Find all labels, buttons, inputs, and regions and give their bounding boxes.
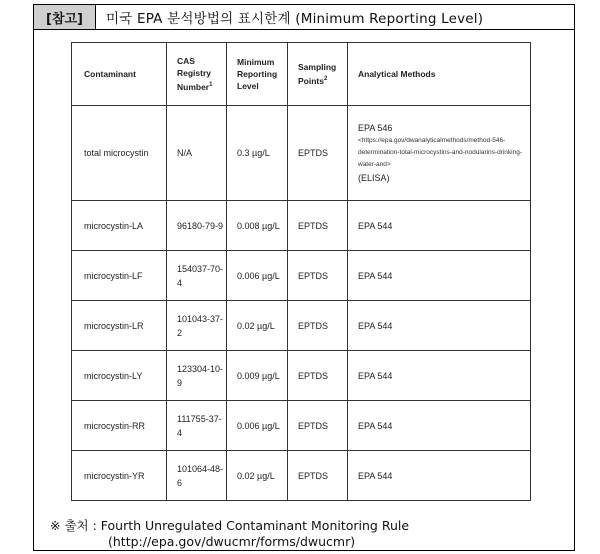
cell-cas: 96180-79-9 bbox=[167, 201, 227, 251]
cell-sampling: EPTDS bbox=[288, 401, 348, 451]
cell-sampling: EPTDS bbox=[288, 351, 348, 401]
cell-contaminant: microcystin-LR bbox=[72, 301, 167, 351]
cell-sampling: EPTDS bbox=[288, 451, 348, 501]
cell-cas: 101064-48-6 bbox=[167, 451, 227, 501]
cas-footnote-marker: 1 bbox=[209, 82, 213, 89]
cell-method: EPA 544 bbox=[348, 351, 531, 401]
table-header-row bbox=[72, 43, 531, 106]
cell-sampling: EPTDS bbox=[288, 201, 348, 251]
cell-mrl: 0.02 µg/L bbox=[227, 451, 288, 501]
cell-mrl: 0.006 µg/L bbox=[227, 401, 288, 451]
reference-tag: [참고] bbox=[34, 5, 96, 29]
table-row bbox=[72, 251, 531, 301]
header-title: 미국 EPA 분석방법의 표시한계 (Minimum Reporting Level) bbox=[106, 11, 484, 27]
cell-mrl: 0.006 µg/L bbox=[227, 251, 288, 301]
cell-mrl: 0.009 µg/L bbox=[227, 351, 288, 401]
cell-mrl: 0.008 µg/L bbox=[227, 201, 288, 251]
cell-contaminant: microcystin-LA bbox=[72, 201, 167, 251]
col-sampling-label: Sampling Points bbox=[298, 62, 337, 86]
cell-method: EPA 544 bbox=[348, 251, 531, 301]
cell-contaminant: microcystin-YR bbox=[72, 451, 167, 501]
method-extra: (ELISA) bbox=[358, 173, 390, 183]
sampling-footnote-marker: 2 bbox=[323, 76, 328, 83]
method-name: EPA 546 bbox=[358, 123, 393, 133]
table-row bbox=[72, 451, 531, 501]
table-row bbox=[72, 401, 531, 451]
cell-method: EPA 544 bbox=[348, 201, 531, 251]
col-cas-label: CAS Registry Number bbox=[177, 56, 212, 92]
cell-contaminant: microcystin-LF bbox=[72, 251, 167, 301]
cell-method: EPA 544 bbox=[348, 301, 531, 351]
table-row bbox=[72, 201, 531, 251]
cell-contaminant: microcystin-LY bbox=[72, 351, 167, 401]
cell-contaminant: microcystin-RR bbox=[72, 401, 167, 451]
cell-cas: 101043-37-2 bbox=[167, 301, 227, 351]
table-row bbox=[72, 106, 531, 201]
cell-method: EPA 544 bbox=[348, 451, 531, 501]
col-sampling bbox=[288, 43, 348, 106]
col-methods: Analytical Methods bbox=[348, 43, 531, 106]
method-url: <https://epa.gov/dwanalyticalmethods/method-546-determination-total-microcystins-and-nodularins-drinking-water-and> bbox=[358, 137, 523, 168]
source-url: (http://epa.gov/dwucmr/forms/dwucmr) bbox=[108, 534, 356, 549]
reference-header bbox=[33, 4, 575, 30]
cell-sampling: EPTDS bbox=[288, 251, 348, 301]
cell-method: EPA 544 bbox=[348, 401, 531, 451]
cell-contaminant: total microcystin bbox=[72, 106, 167, 201]
mrl-table bbox=[71, 42, 531, 501]
col-contaminant: Contaminant bbox=[72, 43, 167, 106]
table-row bbox=[72, 301, 531, 351]
source-note: ※ 출처 : Fourth Unregulated Contaminant Monitoring Rule bbox=[50, 518, 410, 533]
col-cas bbox=[167, 43, 227, 106]
table-row bbox=[72, 351, 531, 401]
cell-cas: N/A bbox=[167, 106, 227, 201]
cell-sampling: EPTDS bbox=[288, 301, 348, 351]
cell-cas: 154037-70-4 bbox=[167, 251, 227, 301]
cell-mrl: 0.02 µg/L bbox=[227, 301, 288, 351]
cell-method bbox=[348, 106, 531, 201]
cell-cas: 111755-37-4 bbox=[167, 401, 227, 451]
cell-mrl: 0.3 µg/L bbox=[227, 106, 288, 201]
col-mrl: Minimum Reporting Level bbox=[227, 43, 288, 106]
cell-cas: 123304-10-9 bbox=[167, 351, 227, 401]
cell-sampling: EPTDS bbox=[288, 106, 348, 201]
